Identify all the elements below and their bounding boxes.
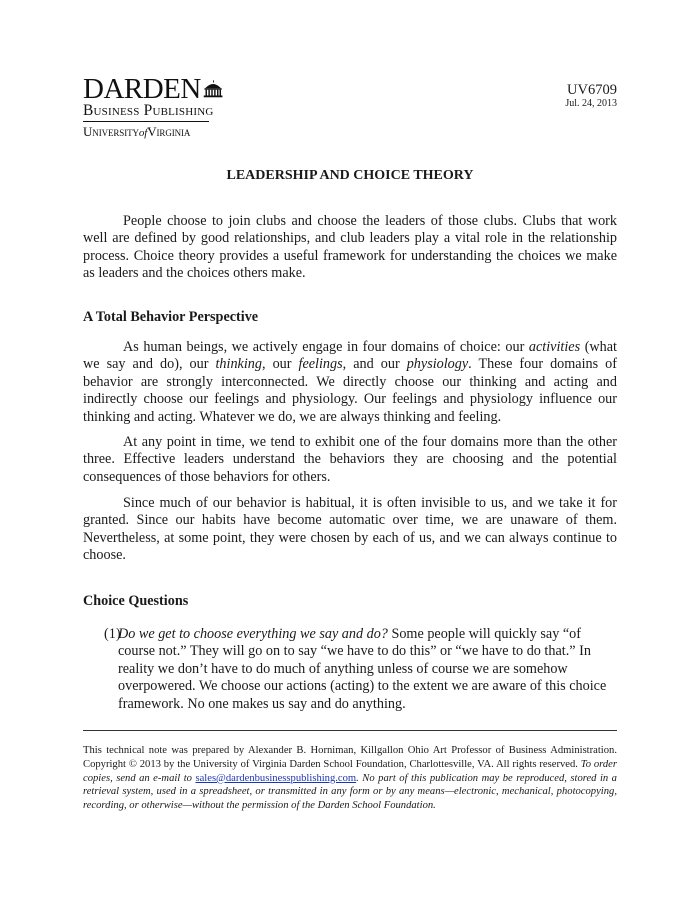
footnote-text-a: This technical note was prepared by Alexander B. Horniman, Killgallon Ohio Art Professor of Business Administration. Copyright © 2013 by the University of Virginia Darden School Foundation, Charlottesville, VA. All rights reserved. [83, 745, 617, 770]
logo-brand: DARDEN [83, 73, 201, 105]
logo-divider [83, 121, 209, 122]
p1-em-activities: activities [528, 339, 581, 355]
logo-wordmark-row [83, 73, 223, 105]
case-number: UV6709 [567, 82, 617, 98]
p1-text-c: (what we say and do), our [83, 339, 618, 373]
section-heading-choice-questions: Choice Questions [83, 593, 189, 609]
logo-subbrand: Business Publishing [83, 102, 214, 119]
p1-em-thinking: thinking [215, 356, 262, 373]
footnote-text-c: . No part of this publication may be reproduced, stored in a retrieval system, used in a spreadsheet, or transmitted in any form or by any means—electronic, mechanical, photocopying, recording, or otherwise—without the permission of the Darden School Foundation. [83, 772, 617, 812]
p1-em-physiology: physiology [406, 356, 469, 373]
logo-university [83, 125, 223, 140]
list-item-question: Do we get to choose everything we say and do? [118, 626, 388, 642]
section1-paragraph-1 [83, 339, 617, 426]
case-identifier [565, 82, 617, 110]
p1-text-g: , and our [342, 356, 407, 373]
footnote [83, 744, 617, 813]
list-item-answer: Some people will quickly say “of course not.” They will go on to say “we have to do this” or “we have to do that.” In reality we don’t have to do much of anything unless of course we are somehow overpowered. We choose our actions (acting) to the extent we are aware of this choice framework. No one makes us say and do anything. [118, 626, 607, 712]
intro-paragraph: People choose to join clubs and choose the leaders of those clubs. Clubs that work well are defined by good relationships, and club leaders play a vital role in the relationship process. Choice theory provides a useful framework for understanding the choices we make as leaders and the choices others make. [83, 213, 617, 282]
p1-text-i: . These four domains of behavior are strongly interconnected. We directly choose our thinking and acting and indirectly choose our feelings and physiology. Our feelings and physiology influence our thinking and acting. Whatever we do, we are always thinking and feeling. [83, 356, 617, 425]
section1-paragraph-3: Since much of our behavior is habitual, it is often invisible to us, and we take it for granted. Since our habits have become automatic over time, we are unaware of them. Nevertheless, at some point, they were chosen by each of us, and we can always continue to choose. [83, 495, 617, 564]
footnote-text-b: To order copies, send an e-mail to [83, 758, 617, 784]
list-item-text [118, 626, 617, 713]
logo-university-pre: University [83, 124, 139, 139]
darden-logo [83, 73, 223, 140]
case-date: Jul. 24, 2013 [565, 98, 617, 109]
document-title: LEADERSHIP AND CHOICE THEORY [226, 168, 474, 183]
p1-em-feelings: feelings [298, 356, 343, 373]
section1-paragraph-2: At any point in time, we tend to exhibit one of the four domains more than the other three. Effective leaders understand the behaviors they are choosing and the potential consequences of those behaviors for others. [83, 434, 617, 485]
footnote-divider [83, 730, 617, 731]
p1-text-e: , our [261, 356, 299, 373]
rotunda-icon [203, 77, 223, 101]
logo-university-of: of [138, 127, 148, 139]
section-heading-total-behavior: A Total Behavior Perspective [83, 309, 259, 325]
list-item [83, 626, 617, 713]
footnote-email-link[interactable]: sales@dardenbusinesspublishing.com [195, 772, 357, 784]
logo-university-post: Virginia [147, 124, 191, 139]
p1-text-a: As human beings, we actively engage in four domains of choice: our [123, 339, 529, 355]
list-item-number: (1) [104, 626, 121, 642]
